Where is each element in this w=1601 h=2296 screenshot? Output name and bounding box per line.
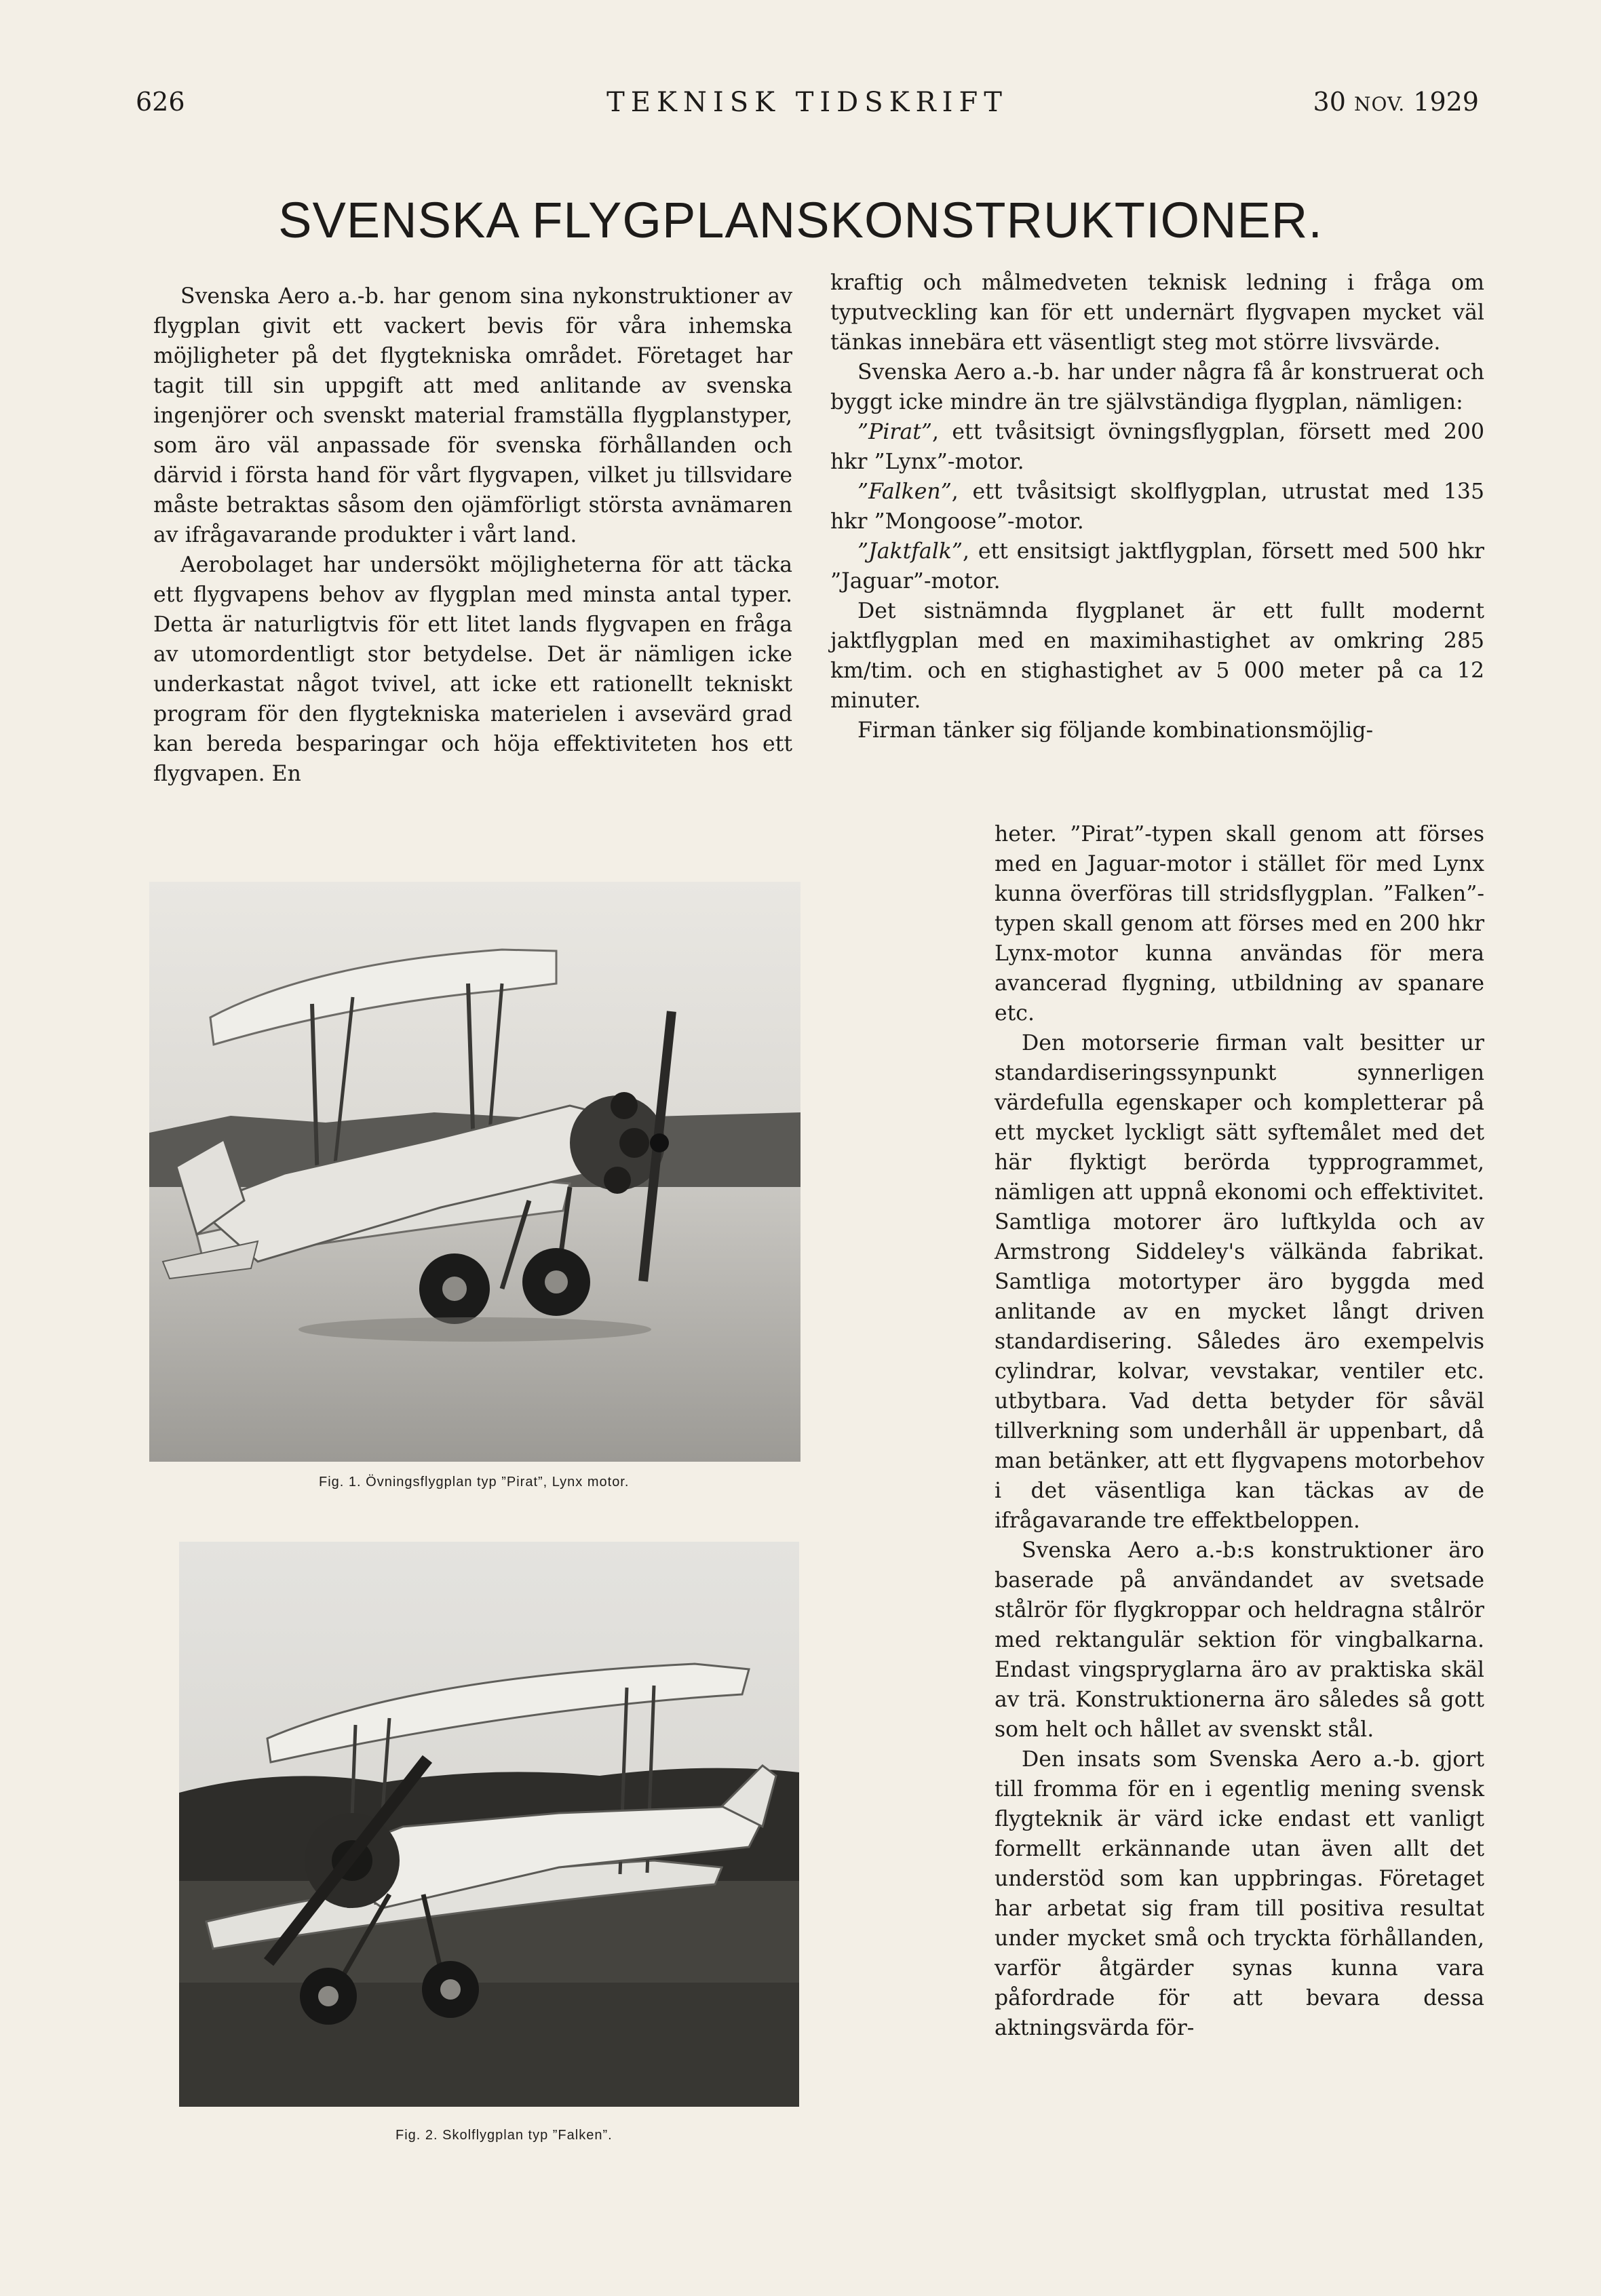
aircraft-item-falken: ”Falken”, ett tvåsitsigt skolflygplan, utrustat med 135 hkr ”Mongoose”-motor. — [830, 480, 1484, 534]
article-title: SVENSKA FLYGPLANSKONSTRUKTIONER. — [278, 192, 1323, 248]
figure-1-caption: Fig. 1. Övningsflygplan typ ”Pirat”, Lynx motor. — [319, 1475, 630, 1490]
paragraph: Det sistnämnda flygplanet är ett fullt modernt jaktflygplan med en maximihastighet av omkring 285 km/tim. och en stighastighet av 5 000 meter på ca 12 minuter. — [830, 599, 1484, 713]
right-column-top — [830, 268, 1484, 745]
paragraph: Svenska Aero a.-b:s konstruktioner äro baserade på användandet av svetsade stålrör för flygkroppar och heldragna stålrör med rektangulär sektion för vingbalkarna. Endast vingspryglarna äro av praktiska skäl av trä. Konstruktionerna äro således så gott som helt och hållet av svenskt stål. — [995, 1538, 1484, 1742]
right-column-narrow — [995, 819, 1484, 2043]
figure-2-caption: Fig. 2. Skolflygplan typ ”Falken”. — [396, 2128, 613, 2143]
figure-1-photo — [149, 882, 800, 1462]
paragraph: Den motorserie firman valt besitter ur standardiseringssynpunkt synnerligen värdefulla egenskaper och kompletterar på ett mycket lyckligt sätt syftemålet med det här flyktigt berörda typprogrammet, nämligen att uppnå ekonomi och effektivitet. Samtliga motorer äro luftkylda och av Armstrong Siddeley's välkända fabrikat. Samtliga motortyper äro byggda med anlitande av en mycket långt driven standardisering. Således äro exempelvis cylindrar, kolvar, vevstakar, ventiler etc. utbytbara. Vad detta betyder för såväl tillverkning som underhåll är uppenbart, då man betänker, att ett flygvapens motorbehov i det väsentliga kan täckas av de ifrågavarande tre effektbeloppen. — [995, 1031, 1484, 1533]
paragraph: heter. ”Pirat”-typen skall genom att förses med en Jaguar-motor i stället för med Lynx kunna överföras till stridsflygplan. ”Falken”-typen skall genom att förses med en 200 hkr Lynx-motor kunna användas för mera avancerad flygning, utbildning av spanare etc. — [995, 822, 1484, 1026]
journal-name: TEKNISK TIDSKRIFT — [606, 87, 1008, 118]
paragraph: Svenska Aero a.-b. har genom sina nykonstruktioner av flygplan givit ett vackert bevis för våra inhemska möjligheter på det flygtekniska området. Företaget har tagit till sin uppgift att med anlitande av svenska ingenjörer och svenskt material framställa flygplanstyper, som äro väl anpassade för svenska förhållanden och därvid i första hand för vårt flygvapen, vilket ju tillsvidare måste betraktas såsom den ojämförligt största avnämaren av ifrågavarande produkter i vårt land. — [153, 284, 792, 547]
issue-date: 30 NOV. 1929 — [1313, 87, 1479, 117]
left-column — [153, 281, 792, 789]
running-head — [136, 87, 1479, 128]
paragraph: kraftig och målmedveten teknisk ledning i fråga om typutveckling kan för ett undernärt flygvapen mycket väl tänkas innebära ett väsentligt steg mot större livsvärde. — [830, 271, 1484, 355]
paragraph: Den insats som Svenska Aero a.-b. gjort till fromma för en i egentlig mening svensk flygteknik är värd icke endast ett vanligt formellt erkännande utan även allt det understöd som kan uppbringas. Företaget har arbetat sig fram till positiva resultat under mycket små och tryckta förhållanden, varför åtgärder synas kunna vara påfordrade för att bevara dessa aktningsvärda för- — [995, 1747, 1484, 2040]
paragraph: Aerobolaget har undersökt möjligheterna för att täcka ett flygvapens behov av flygplan med minsta antal typer. Detta är naturligtvis för ett litet lands flygvapen en fråga av utomordentligt stor betydelse. Det är nämligen icke underkastat något tvivel, att icke ett rationellt tekniskt program för den flygtekniska materielen i avsevärd grad kan bereda besparingar och höja effektiviteten hos ett flygvapen. En — [153, 553, 792, 786]
paragraph: Firman tänker sig följande kombinationsmöjlig- — [857, 718, 1374, 743]
paragraph: Svenska Aero a.-b. har under några få år konstruerat och byggt icke mindre än tre självständiga flygplan, nämligen: — [830, 360, 1484, 414]
aircraft-item-pirat: ”Pirat”, ett tvåsitsigt övningsflygplan, försett med 200 hkr ”Lynx”-motor. — [830, 420, 1484, 474]
figure-2-photo — [179, 1542, 799, 2107]
page-number: 626 — [136, 87, 185, 117]
aircraft-item-jaktfalk: ”Jaktfalk”, ett ensitsigt jaktflygplan, försett med 500 hkr ”Jaguar”-motor. — [830, 539, 1484, 594]
